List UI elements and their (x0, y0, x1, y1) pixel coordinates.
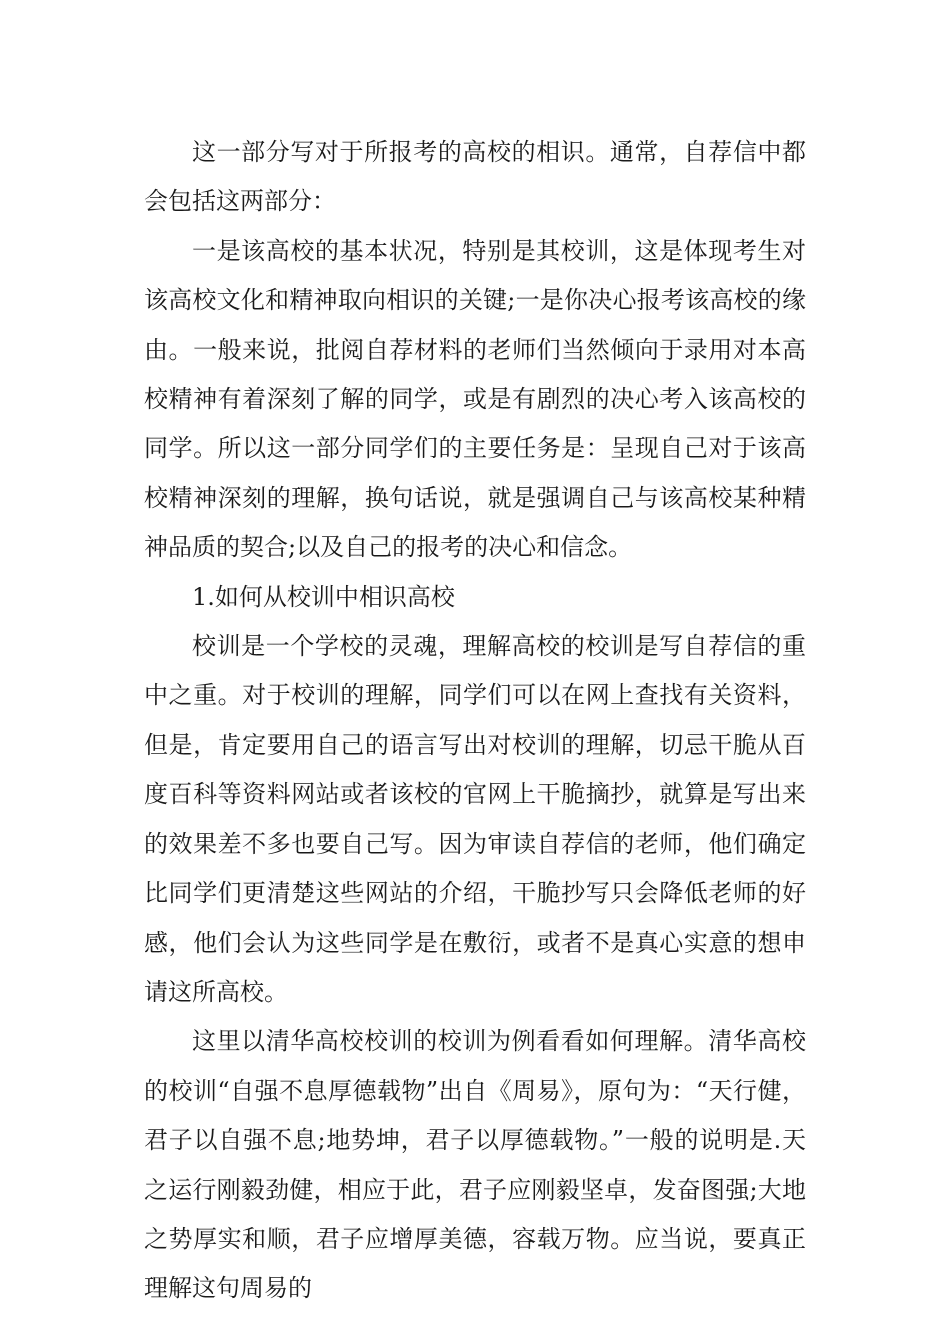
paragraph-tsinghua-example: 这里以清华高校校训的校训为例看看如何理解。清华高校的校训“自强不息厚德载物”出自《周易》，原句为：“天行健，君子以自强不息;地势坤，君子以厚德载物。”一般的说明是.天之运行刚毅劲健，相应于此，君子应刚毅坚卓，发奋图强;大地之势厚实和顺，君子应增厚美德，容载万物。应当说，要真正理解这句周易的 (144, 1027, 806, 1303)
paragraph-two-parts: 一是该高校的基本状况，特别是其校训，这是体现考生对该高校文化和精神取向相识的关键;一是你决心报考该高校的缘由。一般来说，批阅自荐材料的老师们当然倾向于录用对本高校精神有着深刻了解的同学，或是有剧烈的决心考入该高校的同学。所以这一部分同学们的主要任务是：呈现自己对于该高校精神深刻的理解，换句话说，就是强调自己与该高校某种精神品质的契合;以及自己的报考的决心和信念。 (144, 236, 806, 562)
section-heading-motto: 1.如何从校训中相识高校 (192, 582, 455, 611)
paragraph-motto-soul: 校训是一个学校的灵魂，理解高校的校训是写自荐信的重中之重。对于校训的理解，同学们可以在网上查找有关资料，但是，肯定要用自己的语言写出对校训的理解，切忌干脆从百度百科等资料网站或者该校的官网上干脆摘抄，就算是写出来的效果差不多也要自己写。因为审读自荐信的老师，他们确定比同学们更清楚这些网站的介绍，干脆抄写只会降低老师的好感，他们会认为这些同学是在敷衍，或者不是真心实意的想申请这所高校。 (144, 632, 806, 1006)
paragraph-intro: 这一部分写对于所报考的高校的相识。通常，自荐信中都会包括这两部分： (144, 138, 806, 216)
document-body (144, 128, 806, 1314)
